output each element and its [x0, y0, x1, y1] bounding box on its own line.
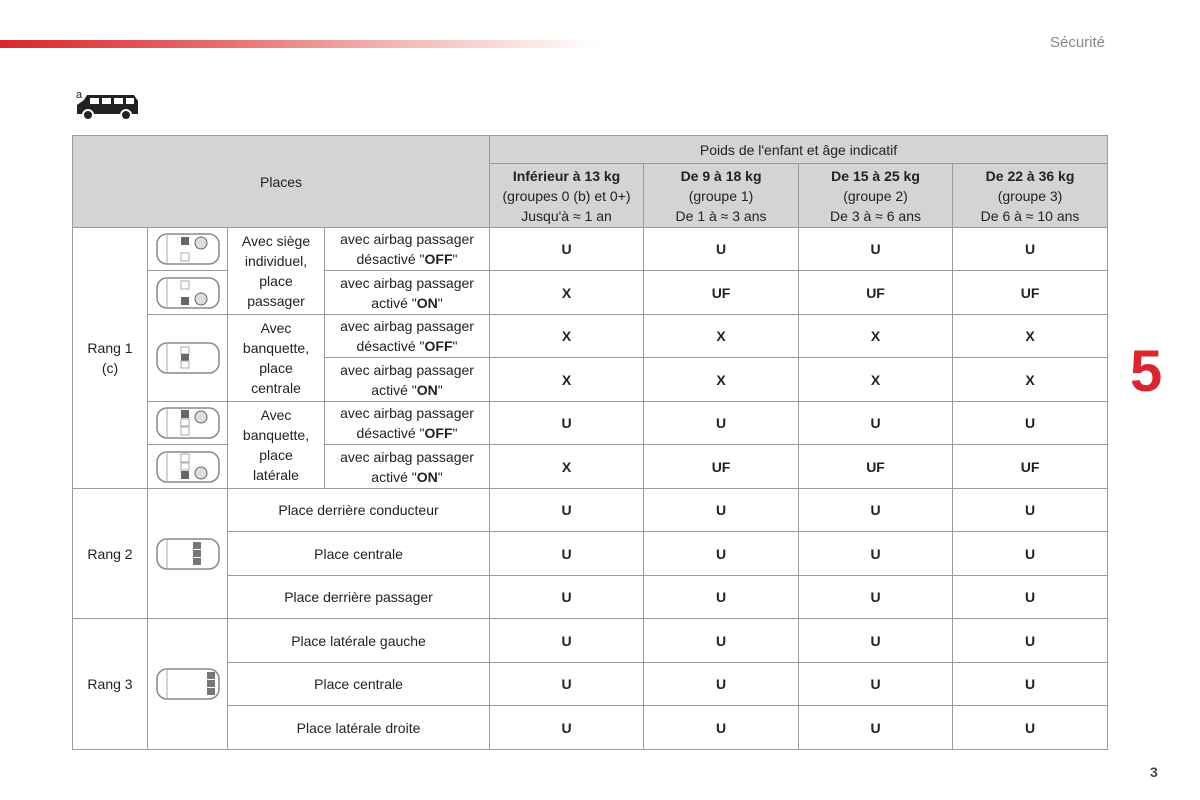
row-label-rang3: Rang 3 — [73, 619, 148, 750]
value-cell: UF — [953, 445, 1108, 489]
value-cell: UF — [799, 271, 953, 315]
weight-group-header: Poids de l'enfant et âge indicatif — [490, 136, 1108, 164]
column-header: De 22 à 36 kg (groupe 3) De 6 à ≈ 10 ans — [953, 164, 1108, 228]
seat-diagram-icon — [148, 271, 228, 315]
table-row — [73, 228, 1108, 271]
value-cell: U — [644, 576, 799, 619]
seat-diagram-icon — [148, 228, 228, 271]
value-cell: U — [799, 706, 953, 750]
value-cell: X — [644, 358, 799, 402]
value-cell: UF — [644, 271, 799, 315]
seat-type-label: Avec siège individuel, place passager — [228, 228, 325, 315]
value-cell: U — [490, 663, 644, 706]
place-label: Place centrale — [228, 532, 490, 576]
vehicle-version-label: a — [76, 89, 83, 101]
airbag-status-cell: avec airbag passager désactivé "OFF" — [325, 402, 490, 445]
place-label: Place derrière conducteur — [228, 489, 490, 532]
seat-diagram-icon — [148, 402, 228, 445]
table-row — [73, 315, 1108, 358]
value-cell: X — [490, 358, 644, 402]
value-cell: UF — [644, 445, 799, 489]
child-seat-table — [72, 135, 1108, 750]
value-cell: U — [799, 228, 953, 271]
seat-diagram-icon — [148, 489, 228, 619]
value-cell: U — [799, 619, 953, 663]
value-cell: U — [644, 489, 799, 532]
table-row — [73, 576, 1108, 619]
table-row — [73, 402, 1108, 445]
value-cell: U — [799, 402, 953, 445]
value-cell: UF — [953, 271, 1108, 315]
value-cell: U — [490, 228, 644, 271]
table-row — [73, 706, 1108, 750]
seat-diagram-icon — [148, 619, 228, 750]
airbag-status-cell: avec airbag passager activé "ON" — [325, 445, 490, 489]
value-cell: U — [644, 663, 799, 706]
value-cell: U — [799, 489, 953, 532]
value-cell: U — [490, 619, 644, 663]
value-cell: U — [799, 576, 953, 619]
seat-type-label: Avec banquette, place centrale — [228, 315, 325, 402]
value-cell: U — [644, 706, 799, 750]
value-cell: U — [953, 706, 1108, 750]
table-row — [73, 619, 1108, 663]
chapter-number: 5 — [1130, 339, 1163, 404]
value-cell: U — [644, 532, 799, 576]
airbag-status-cell: avec airbag passager désactivé "OFF" — [325, 228, 490, 271]
table-row — [73, 489, 1108, 532]
value-cell: U — [490, 576, 644, 619]
value-cell: U — [799, 532, 953, 576]
place-label: Place latérale gauche — [228, 619, 490, 663]
seat-diagram-icon — [148, 445, 228, 489]
airbag-status-cell: avec airbag passager activé "ON" — [325, 271, 490, 315]
value-cell: U — [953, 576, 1108, 619]
airbag-status-cell: avec airbag passager activé "ON" — [325, 358, 490, 402]
value-cell: X — [953, 315, 1108, 358]
value-cell: U — [644, 228, 799, 271]
value-cell: U — [953, 663, 1108, 706]
value-cell: X — [490, 445, 644, 489]
value-cell: U — [490, 402, 644, 445]
value-cell: UF — [799, 445, 953, 489]
value-cell: U — [490, 489, 644, 532]
value-cell: X — [644, 315, 799, 358]
table-row — [73, 663, 1108, 706]
value-cell: U — [953, 228, 1108, 271]
value-cell: U — [953, 402, 1108, 445]
place-label: Place centrale — [228, 663, 490, 706]
seat-diagram-icon — [148, 315, 228, 402]
value-cell: X — [799, 315, 953, 358]
value-cell: U — [490, 706, 644, 750]
page-number: 3 — [1150, 764, 1158, 780]
value-cell: U — [953, 532, 1108, 576]
seat-type-label: Avec banquette, place latérale — [228, 402, 325, 489]
place-label: Place latérale droite — [228, 706, 490, 750]
value-cell: X — [490, 315, 644, 358]
airbag-status-cell: avec airbag passager désactivé "OFF" — [325, 315, 490, 358]
value-cell: U — [799, 663, 953, 706]
value-cell: U — [953, 619, 1108, 663]
column-header: Inférieur à 13 kg (groupes 0 (b) et 0+) Jusqu'à ≈ 1 an — [490, 164, 644, 228]
value-cell: X — [953, 358, 1108, 402]
value-cell: U — [644, 619, 799, 663]
places-header: Places — [73, 136, 490, 228]
vehicle-version-icon — [74, 88, 140, 127]
column-header: De 15 à 25 kg (groupe 2) De 3 à ≈ 6 ans — [799, 164, 953, 228]
value-cell: X — [799, 358, 953, 402]
value-cell: U — [644, 402, 799, 445]
value-cell: X — [490, 271, 644, 315]
value-cell: U — [953, 489, 1108, 532]
header-accent-bar — [0, 40, 600, 48]
place-label: Place derrière passager — [228, 576, 490, 619]
row-label-rang2: Rang 2 — [73, 489, 148, 619]
column-header: De 9 à 18 kg (groupe 1) De 1 à ≈ 3 ans — [644, 164, 799, 228]
section-title: Sécurité — [1049, 34, 1105, 51]
table-row — [73, 532, 1108, 576]
value-cell: U — [490, 532, 644, 576]
row-label-rang1: Rang 1 (c) — [73, 228, 148, 489]
